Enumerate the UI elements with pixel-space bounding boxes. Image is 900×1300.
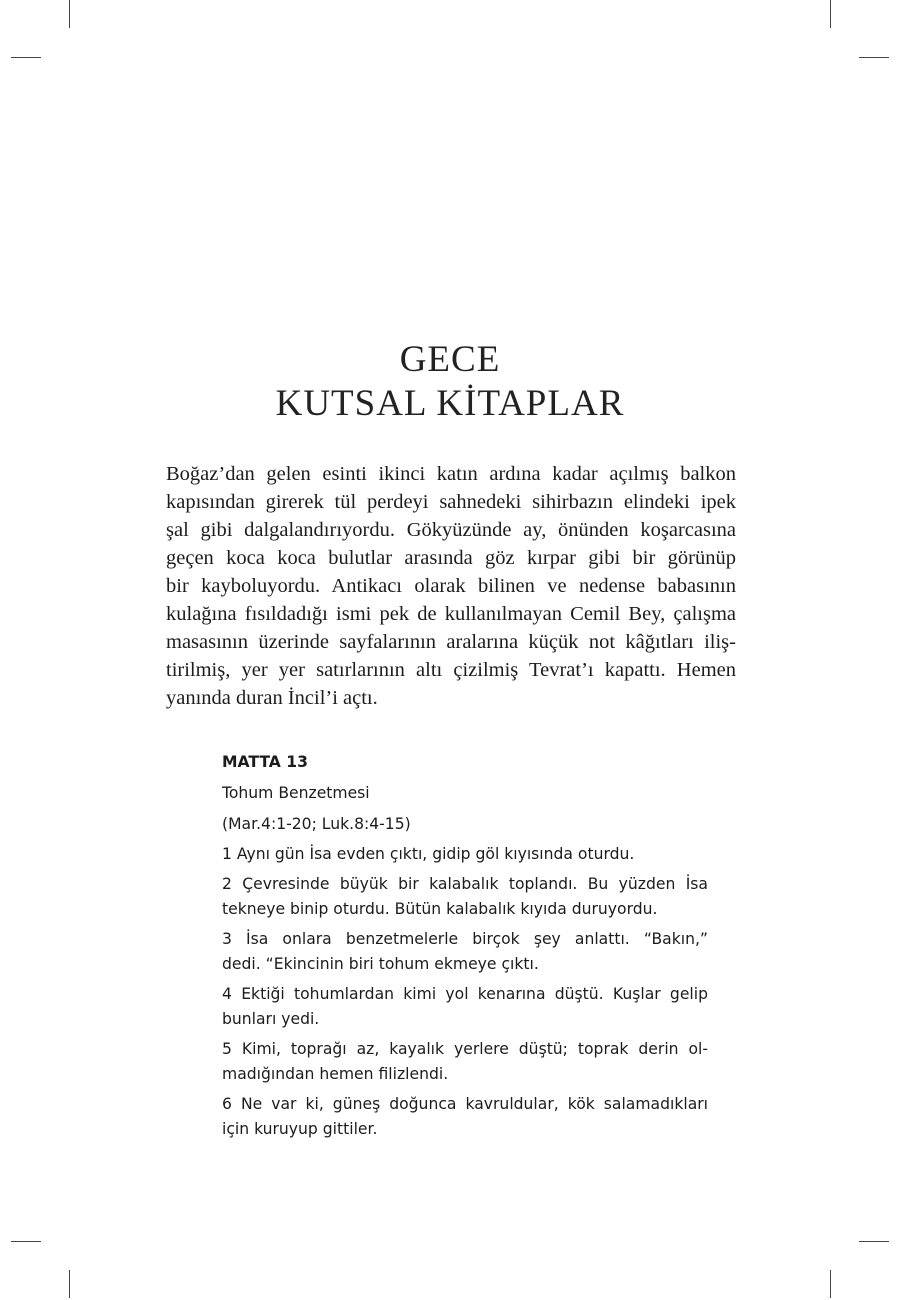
crop-mark-bottom-left-horizontal xyxy=(11,1241,41,1242)
verse-4 xyxy=(222,982,708,1032)
verse-line: için kuruyup gittiler. xyxy=(222,1120,378,1138)
scripture-excerpt xyxy=(222,749,708,1147)
scripture-heading: MATTA 13 xyxy=(222,753,308,771)
verse-6 xyxy=(222,1092,708,1142)
crop-mark-top-right-vertical xyxy=(830,0,831,28)
verse-line: 6 Ne var ki, güneş doğunca kavruldular, kök salamadıkları xyxy=(222,1095,708,1113)
chapter-title-line-1: GECE xyxy=(399,339,501,380)
crop-mark-bottom-right-horizontal xyxy=(859,1241,889,1242)
verse-line: 3 İsa onlara benzetmelerle birçok şey anlattı. “Bakın,” xyxy=(222,930,708,948)
verse-line: tekneye binip oturdu. Bütün kalabalık kıyıda duruyordu. xyxy=(222,900,658,918)
paragraph-line: geçen koca koca bulutlar arasında göz kırpar gibi bir görünüp xyxy=(166,547,736,569)
paragraph-line: kapısından girerek tül perdeyi sahnedeki sihirbazın elindeki ipek xyxy=(166,491,736,513)
body-paragraph xyxy=(166,460,736,712)
scripture-reference: (Mar.4:1-20; Luk.8:4-15) xyxy=(222,815,411,833)
paragraph-line: tirilmiş, yer yer satırlarının altı çizilmiş Tevrat’ı kapattı. Hemen xyxy=(166,659,736,681)
verse-5 xyxy=(222,1037,708,1087)
paragraph-line: kulağına fısıldadığı ismi pek de kullanılmayan Cemil Bey, çalışma xyxy=(166,603,736,625)
verse-line: 1 Aynı gün İsa evden çıktı, gidip göl kıyısında oturdu. xyxy=(222,845,635,863)
scripture-subtitle: Tohum Benzetmesi xyxy=(222,784,370,802)
verse-3 xyxy=(222,927,708,977)
paragraph-line: bir kayboluyordu. Antikacı olarak bilinen ve nedense babasının xyxy=(166,575,736,597)
verse-line: dedi. “Ekincinin biri tohum ekmeye çıktı. xyxy=(222,955,539,973)
paragraph-line: Boğaz’dan gelen esinti ikinci katın ardına kadar açılmış balkon xyxy=(166,463,736,485)
chapter-title xyxy=(0,338,900,426)
verse-1 xyxy=(222,842,708,867)
verse-line: 4 Ektiği tohumlardan kimi yol kenarına düştü. Kuşlar gelip xyxy=(222,985,708,1003)
verse-2 xyxy=(222,872,708,922)
verse-line: madığından hemen filizlendi. xyxy=(222,1065,449,1083)
crop-mark-bottom-left-vertical xyxy=(69,1270,70,1298)
verse-line: bunları yedi. xyxy=(222,1010,320,1028)
paragraph-line: yanında duran İncil’i açtı. xyxy=(166,687,378,709)
verse-line: 5 Kimi, toprağı az, kayalık yerlere düştü; toprak derin ol- xyxy=(222,1040,708,1058)
crop-mark-bottom-right-vertical xyxy=(830,1270,831,1298)
crop-mark-top-right-horizontal xyxy=(859,57,889,58)
paragraph-line: masasının üzerinde sayfalarının aralarına küçük not kâğıtları iliş- xyxy=(166,631,736,653)
crop-mark-top-left-vertical xyxy=(69,0,70,28)
verse-line: 2 Çevresinde büyük bir kalabalık toplandı. Bu yüzden İsa xyxy=(222,875,708,893)
chapter-title-line-2: KUTSAL KİTAPLAR xyxy=(275,383,625,424)
crop-mark-top-left-horizontal xyxy=(11,57,41,58)
paragraph-line: şal gibi dalgalandırıyordu. Gökyüzünde ay, önünden koşarcasına xyxy=(166,519,736,541)
